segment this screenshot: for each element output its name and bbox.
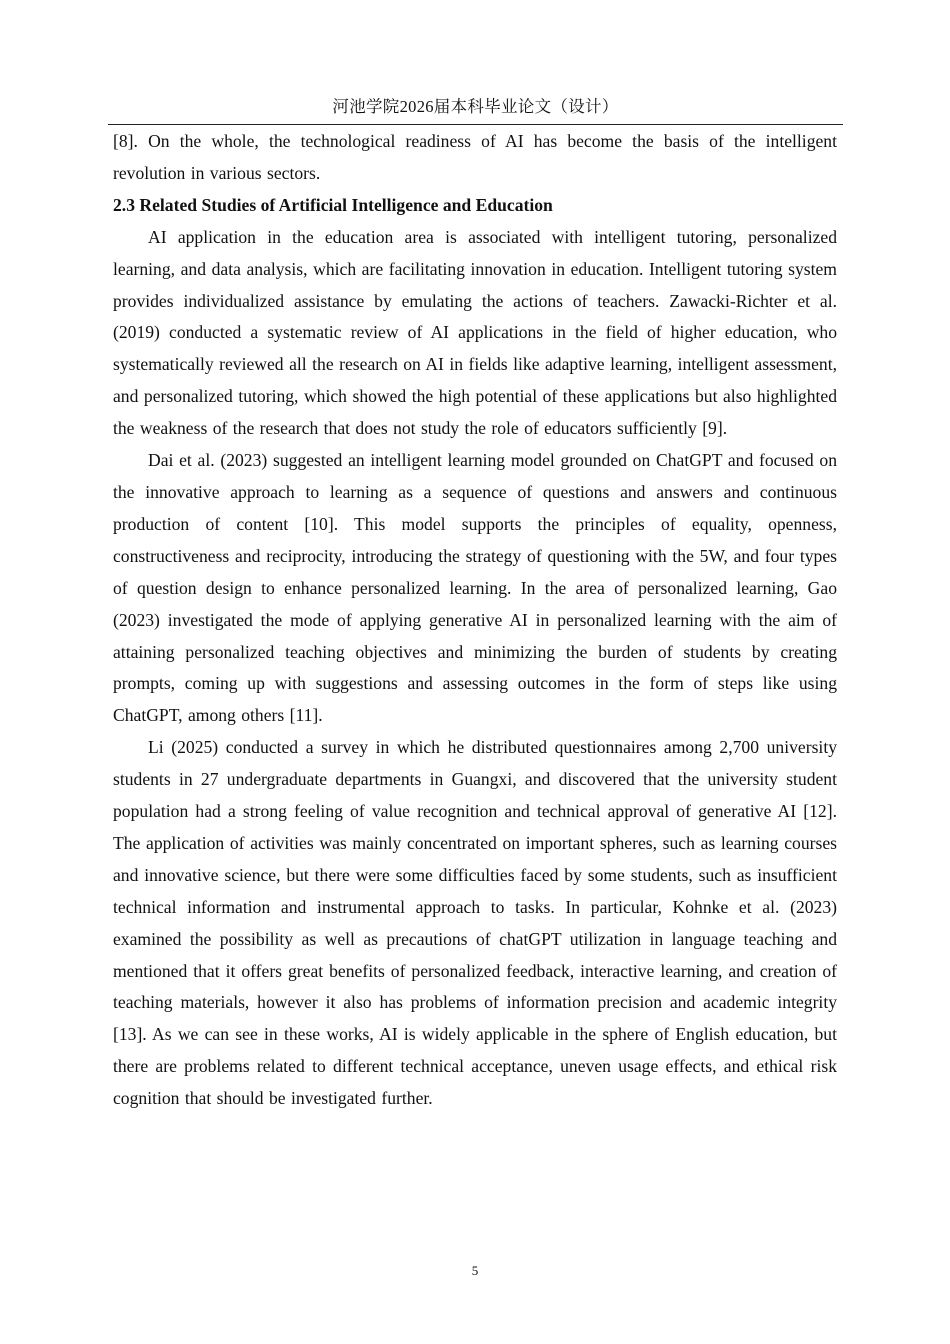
page-body xyxy=(113,126,837,1115)
section-heading: 2.3 Related Studies of Artificial Intelligence and Education xyxy=(113,194,553,215)
running-header: 河池学院2026届本科毕业论文（设计） xyxy=(332,97,619,116)
continuation-paragraph: [8]. On the whole, the technological readiness of AI has become the basis of the intelligent revolution in various sectors. xyxy=(113,131,837,183)
body-paragraph-3: Li (2025) conducted a survey in which he distributed questionnaires among 2,700 university students in 27 undergraduate departments in Guangxi, and discovered that the university student population had a strong feeling of value recognition and technical approval of generative AI [12]. The application of activities was mainly concentrated on important spheres, such as learning courses and innovative science, but there were some difficulties faced by some students, such as insufficient technical information and instrumental approach to tasks. In particular, Kohnke et al. (2023) examined the possibility as well as precautions of chatGPT utilization in language teaching and mentioned that it offers great benefits of personalized feedback, interactive learning, and creation of teaching materials, however it also has problems of information precision and academic integrity [13]. As we can see in these works, AI is widely applicable in the sphere of English education, but there are problems related to different technical acceptance, uneven usage effects, and ethical risk cognition that should be investigated further. xyxy=(113,737,837,1109)
body-paragraph-1: AI application in the education area is associated with intelligent tutoring, personalized learning, and data analysis, which are facilitating innovation in education. Intelligent tutoring system provides individualized assistance by emulating the actions of teachers. Zawacki-Richter et al. (2019) conducted a systematic review of AI applications in the field of higher education, who systematically reviewed all the research on AI in fields like adaptive learning, intelligent assessment, and personalized tutoring, which showed the high potential of these applications but also highlighted the weakness of the research that does not study the role of educators sufficiently [9]. xyxy=(113,226,837,439)
body-paragraph-2: Dai et al. (2023) suggested an intelligent learning model grounded on ChatGPT and focused on the innovative approach to learning as a sequence of questions and answers and continuous production of content [10]. This model supports the principles of equality, openness, constructiveness and reciprocity, introducing the strategy of questioning with the 5W, and four types of question design to enhance personalized learning. In the area of personalized learning, Gao (2023) investigated the mode of applying generative AI in personalized learning with the aim of attaining personalized teaching objectives and minimizing the burden of students by creating prompts, coming up with suggestions and assessing outcomes in the form of steps like using ChatGPT, among others [11]. xyxy=(113,450,837,726)
header-divider xyxy=(108,124,843,125)
page-number: 5 xyxy=(471,1263,479,1278)
